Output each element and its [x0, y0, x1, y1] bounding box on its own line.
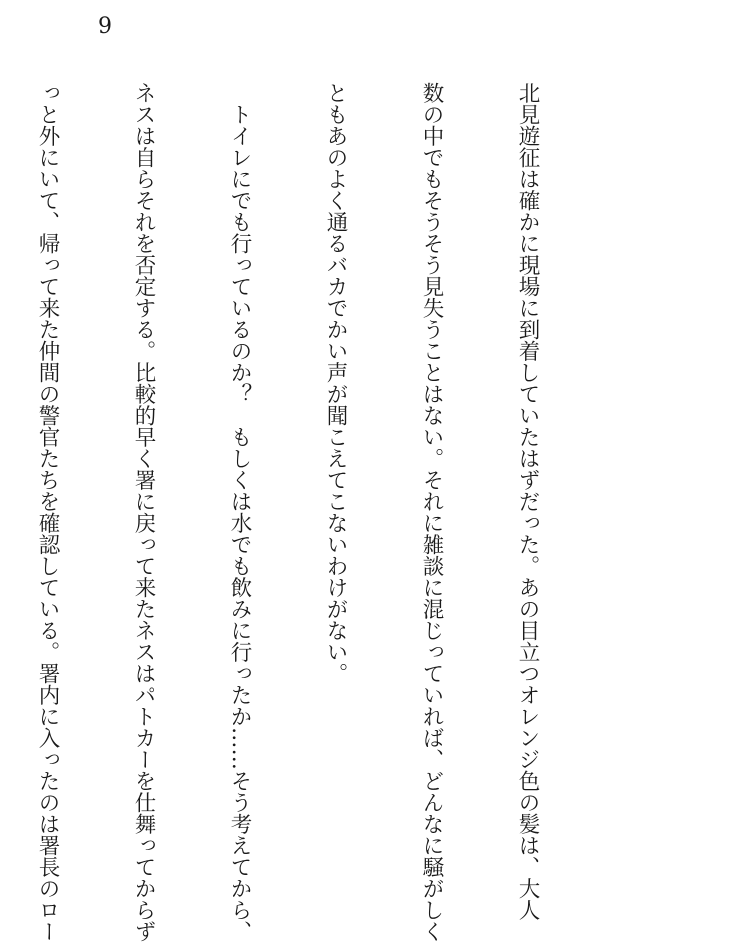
- text-line: っと外にいて、帰って来た仲間の警官たちを確認している。署内に入ったのは署長のロー: [35, 82, 60, 942]
- text-line: 北見遊征は確かに現場に到着していたはずだった。あの目立つオレンジ色の髪は、大人: [515, 82, 540, 921]
- text-line: ともあのよく通るバカでかい声が聞こえてこないわけがない。: [323, 82, 348, 684]
- page-number: 9: [98, 14, 112, 39]
- text-line: トイレにでも行っているのか？ もしくは水でも飲みに行ったか……そう考えてから、: [227, 82, 252, 942]
- text-line: 数の中でもそうそう見失うことはない。それに雑談に混じっていれば、どんなに騒がしく: [419, 82, 444, 942]
- text-line: ネスは自らそれを否定する。比較的早く署に戻って来たネスはパトカーを仕舞ってからず: [131, 82, 156, 942]
- body-text: [0, 82, 607, 942]
